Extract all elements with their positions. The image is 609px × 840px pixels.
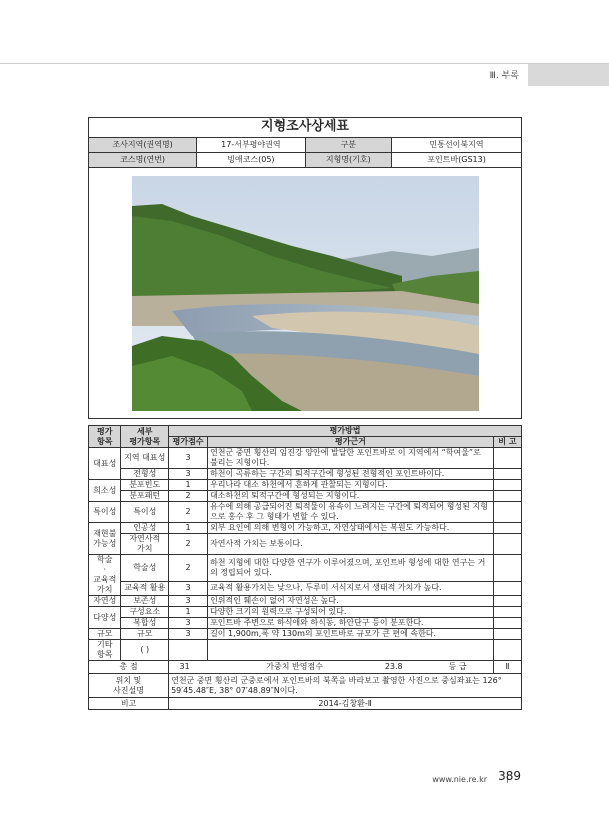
eval-row bbox=[89, 640, 522, 661]
eval-row bbox=[89, 581, 522, 595]
eval-subitem: 학술성 bbox=[121, 555, 169, 582]
eval-subitem: 복합성 bbox=[121, 618, 169, 629]
survey-area-label: 조사지역(권역명) bbox=[89, 138, 197, 153]
grade-label: 등 급 bbox=[448, 662, 467, 671]
eval-note bbox=[493, 448, 521, 469]
eval-basis: 하천이 곡류하는 구간의 퇴적구간에 형성된 전형적인 포인트바이다. bbox=[208, 469, 494, 480]
eval-category: 자연성 bbox=[89, 596, 121, 607]
course-label: 코스명(연번) bbox=[89, 153, 197, 168]
sheet-title: 지형조사상세표 bbox=[89, 118, 522, 138]
eval-score: 2 bbox=[169, 491, 208, 502]
eval-note bbox=[493, 534, 521, 555]
eval-category: 재현불 가능성 bbox=[89, 523, 121, 555]
division-label: 구분 bbox=[305, 138, 392, 153]
eval-basis: 외부 요인에 의해 변형이 가능하고, 자연상태에서는 복원도 가능하다. bbox=[208, 523, 494, 534]
eval-category: 학술 · 교육적 가치 bbox=[89, 555, 121, 596]
eval-basis: 인위적인 훼손이 없어 자연성은 높다. bbox=[208, 596, 494, 607]
eval-score: 1 bbox=[169, 523, 208, 534]
eval-note bbox=[493, 596, 521, 607]
location-text: 연천군 중면 횡산리 군중로에서 포인트바의 북쪽을 바라보고 촬영한 사진으로 중심좌표는 126° 59′45.48″E, 38° 07′48.89″N이다. bbox=[169, 674, 522, 698]
eval-score: 3 bbox=[169, 469, 208, 480]
info-table bbox=[88, 117, 522, 419]
remark-value: 2014-김창환-Ⅱ bbox=[169, 698, 522, 710]
course-value: 빙애코스(05) bbox=[197, 153, 305, 168]
weighted-label: 가중치 반영점수 bbox=[266, 662, 323, 671]
page-number: 389 bbox=[498, 769, 521, 783]
eval-basis: 대소하천의 퇴적구간에 형성되는 지형이다. bbox=[208, 491, 494, 502]
eval-subitem: 교육적 활용 bbox=[121, 581, 169, 595]
eval-category: 희소성 bbox=[89, 480, 121, 502]
eval-score: 3 bbox=[169, 618, 208, 629]
header-tab bbox=[528, 64, 609, 86]
eval-score bbox=[169, 640, 208, 661]
eval-score: 3 bbox=[169, 448, 208, 469]
col-item: 평가 항목 bbox=[89, 426, 121, 448]
eval-category: 기타 항목 bbox=[89, 640, 121, 661]
eval-row bbox=[89, 607, 522, 618]
eval-basis: 길이 1,900m,폭 약 130m의 포인트바로 규모가 큰 편에 속한다. bbox=[208, 629, 494, 640]
eval-basis: 다양한 크기의 원력으로 구성되어 있다. bbox=[208, 607, 494, 618]
eval-score: 3 bbox=[169, 596, 208, 607]
photo-cell bbox=[89, 168, 522, 419]
eval-note bbox=[493, 618, 521, 629]
eval-basis: 교육적 활용가치는 낮으나, 두루미 서식지로서 생태적 가치가 높다. bbox=[208, 581, 494, 595]
eval-score: 2 bbox=[169, 534, 208, 555]
eval-basis: 우리나라 대소 하천에서 흔하게 관찰되는 지형이다. bbox=[208, 480, 494, 491]
eval-subitem: 규모 bbox=[121, 629, 169, 640]
eval-subitem: ( ) bbox=[121, 640, 169, 661]
eval-subitem: 인공성 bbox=[121, 523, 169, 534]
eval-category: 규모 bbox=[89, 629, 121, 640]
eval-subitem: 특이성 bbox=[121, 502, 169, 523]
col-score: 평가점수 bbox=[169, 437, 208, 448]
eval-basis: 자연사적 가치는 보통이다. bbox=[208, 534, 494, 555]
eval-category: 다양성 bbox=[89, 607, 121, 629]
eval-row bbox=[89, 502, 522, 523]
eval-row bbox=[89, 523, 522, 534]
eval-basis bbox=[208, 640, 494, 661]
survey-sheet bbox=[88, 117, 522, 710]
eval-note bbox=[493, 629, 521, 640]
eval-row bbox=[89, 534, 522, 555]
landform-value: 포인트바(GS13) bbox=[392, 153, 522, 168]
eval-row bbox=[89, 491, 522, 502]
eval-row bbox=[89, 448, 522, 469]
survey-area-value: 17-서부평야권역 bbox=[197, 138, 305, 153]
eval-note bbox=[493, 581, 521, 595]
eval-note bbox=[493, 502, 521, 523]
eval-score: 3 bbox=[169, 629, 208, 640]
location-label: 위치 및 사진설명 bbox=[89, 674, 169, 698]
eval-note bbox=[493, 491, 521, 502]
eval-row bbox=[89, 469, 522, 480]
total-label: 총 점 bbox=[89, 661, 169, 674]
eval-note bbox=[493, 480, 521, 491]
landscape-photo bbox=[132, 176, 479, 411]
eval-row bbox=[89, 629, 522, 640]
eval-row bbox=[89, 480, 522, 491]
col-sub: 세부 평가항목 bbox=[121, 426, 169, 448]
eval-category: 특이성 bbox=[89, 502, 121, 523]
evaluation-table bbox=[88, 425, 522, 710]
eval-score: 1 bbox=[169, 607, 208, 618]
eval-score: 2 bbox=[169, 502, 208, 523]
eval-note bbox=[493, 555, 521, 582]
col-method: 평가방법 bbox=[169, 426, 522, 437]
eval-subitem: 지역 대표성 bbox=[121, 448, 169, 469]
eval-category: 대표성 bbox=[89, 448, 121, 480]
eval-subitem: 자연사적 가치 bbox=[121, 534, 169, 555]
col-note: 비 고 bbox=[493, 437, 521, 448]
landform-label: 지형명(기호) bbox=[305, 153, 392, 168]
eval-note bbox=[493, 523, 521, 534]
eval-subitem: 전형성 bbox=[121, 469, 169, 480]
eval-score: 2 bbox=[169, 555, 208, 582]
remark-label: 비고 bbox=[89, 698, 169, 710]
eval-row bbox=[89, 618, 522, 629]
footer-url: www.nie.re.kr bbox=[432, 775, 487, 784]
eval-subitem: 분포빈도 bbox=[121, 480, 169, 491]
header-rule bbox=[0, 63, 609, 64]
eval-subitem: 보존성 bbox=[121, 596, 169, 607]
total-value: 31 bbox=[179, 662, 190, 671]
weighted-value: 23.8 bbox=[384, 662, 403, 671]
eval-basis: 연천군 중면 횡산리 임진강 양안에 발달한 포인트바로 이 지역에서 “학여울”로 불리는 지형이다. bbox=[208, 448, 494, 469]
eval-score: 3 bbox=[169, 581, 208, 595]
eval-note bbox=[493, 607, 521, 618]
eval-subitem: 분포패턴 bbox=[121, 491, 169, 502]
eval-basis: 유수에 의해 공급되어진 퇴적물이 유속이 느려지는 구간에 퇴적되어 형성된 지형으로 홍수 후 그 형태가 변할 수 있다. bbox=[208, 502, 494, 523]
section-label: Ⅲ. 부록 bbox=[489, 71, 519, 81]
grade-value: Ⅱ bbox=[493, 661, 521, 674]
division-value: 민통선이북지역 bbox=[392, 138, 522, 153]
col-basis: 평가근거 bbox=[208, 437, 494, 448]
eval-row bbox=[89, 596, 522, 607]
total-row bbox=[169, 661, 494, 674]
eval-subitem: 구성요소 bbox=[121, 607, 169, 618]
eval-note bbox=[493, 469, 521, 480]
eval-score: 1 bbox=[169, 480, 208, 491]
eval-basis: 포인트바 주변으로 하식애와 하식동, 하안단구 등이 분포한다. bbox=[208, 618, 494, 629]
eval-note bbox=[493, 640, 521, 661]
eval-basis: 하천 지형에 대한 다양한 연구가 이루어졌으며, 포인트바 형성에 대한 연구는 거의 정립되어 있다. bbox=[208, 555, 494, 582]
eval-row bbox=[89, 555, 522, 582]
